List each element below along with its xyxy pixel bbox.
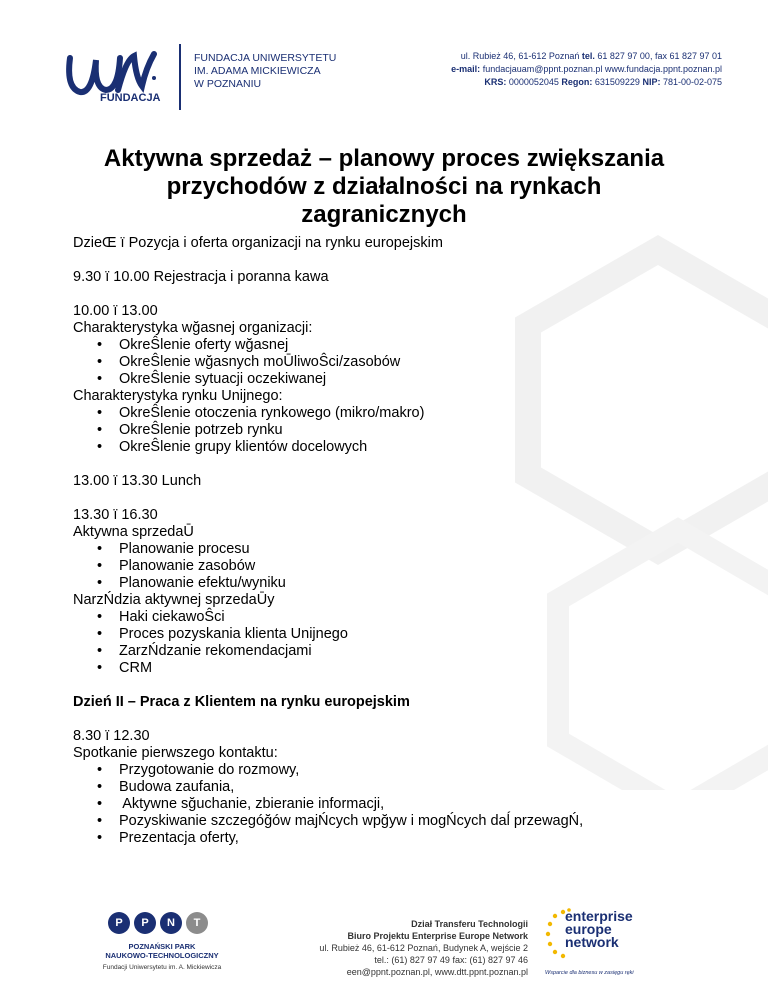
list-item bbox=[73, 422, 713, 439]
foundation-line: IM. ADAMA MICKIEWICZA bbox=[194, 65, 321, 77]
krs-label: KRS: bbox=[484, 77, 507, 87]
bullet-icon: • bbox=[97, 609, 103, 625]
list-item-text: Pozyskiwanie szczegóğów majŃcych wpğyw i mogŃcych daĺ przewagŃ, bbox=[119, 813, 584, 829]
session-time: 10.00 ï 13.00 bbox=[73, 303, 158, 319]
session-lunch: 13.00 ï 13.30 Lunch bbox=[73, 473, 202, 489]
dtt-line: ul. Rubież 46, 61-612 Poznań, Budynek A, wejście 2 bbox=[319, 943, 528, 953]
title-line: Aktywna sprzedaż – planowy proces zwiększania bbox=[103, 145, 665, 172]
list-item bbox=[73, 609, 713, 626]
bullet-icon: • bbox=[97, 626, 103, 642]
address-text: ul. Rubież 46, 61-612 Poznań bbox=[460, 51, 582, 61]
email-value: fundacjauam@ppnt.poznan.pl www.fundacja.ppnt.poznan.pl bbox=[480, 64, 722, 74]
bullet-icon: • bbox=[97, 541, 103, 557]
list-item-text: Planowanie zasobów bbox=[119, 558, 256, 574]
list-item bbox=[73, 439, 713, 456]
nip-value: 781-00-02-075 bbox=[660, 77, 722, 87]
bullet-list bbox=[73, 609, 713, 677]
bullet-icon: • bbox=[97, 439, 103, 455]
een-tagline: Wsparcie dla biznesu w zasięgu ręki bbox=[545, 970, 634, 976]
list-item-text: Przygotowanie do rozmowy, bbox=[119, 762, 300, 778]
dtt-line: tel.: (61) 827 97 49 fax: (61) 827 97 46 bbox=[374, 955, 528, 965]
list-item-text: Planowanie procesu bbox=[119, 541, 250, 557]
bullet-list bbox=[73, 405, 713, 456]
ppnt-letters bbox=[108, 912, 302, 934]
section-heading: Charakterystyka wğasnej organizacji: bbox=[73, 320, 313, 336]
logo-fundacja-text: FUNDACJA bbox=[100, 92, 161, 104]
list-item bbox=[73, 796, 713, 813]
section-heading: Aktywna sprzedaŪ bbox=[73, 524, 194, 540]
dtt-line: Biuro Projektu Enterprise Europe Network bbox=[347, 931, 528, 941]
list-item bbox=[73, 830, 713, 847]
bullet-icon: • bbox=[97, 337, 103, 353]
een-line: enterprise bbox=[565, 908, 633, 924]
bullet-icon: • bbox=[97, 422, 103, 438]
bullet-icon: • bbox=[97, 371, 103, 387]
ppnt-letter: P bbox=[108, 912, 130, 934]
bullet-list bbox=[73, 337, 713, 388]
bullet-icon: • bbox=[97, 643, 103, 659]
letterhead bbox=[62, 40, 722, 120]
dtt-line: een@ppnt.poznan.pl, www.dtt.ppnt.poznan.pl bbox=[346, 967, 528, 977]
foundation-line: W POZNANIU bbox=[194, 78, 262, 90]
een-wordmark bbox=[565, 910, 633, 949]
ppnt-name-line: NAUKOWO-TECHNOLOGICZNY bbox=[105, 951, 219, 960]
session-time: 13.30 ï 16.30 bbox=[73, 507, 158, 523]
een-line: network bbox=[565, 934, 619, 950]
list-item-text: OkreŜlenie sytuacji oczekiwanej bbox=[119, 371, 327, 387]
list-item bbox=[73, 660, 713, 677]
list-item bbox=[73, 813, 713, 830]
ppnt-letter: T bbox=[186, 912, 208, 934]
list-item-text: Haki ciekawoŜci bbox=[119, 609, 225, 625]
list-item-text: CRM bbox=[119, 660, 153, 676]
list-item bbox=[73, 405, 713, 422]
dtt-contact bbox=[319, 918, 528, 978]
list-item-text: OkreŜlenie otoczenia rynkowego (mikro/makro) bbox=[119, 405, 425, 421]
list-item-text: OkreŜlenie oferty wğasnej bbox=[119, 337, 289, 353]
nip-label: NIP: bbox=[642, 77, 661, 87]
day-two-heading: Dzień II – Praca z Klientem na rynku europejskim bbox=[73, 694, 410, 710]
een-logo bbox=[545, 908, 645, 988]
page-footer bbox=[0, 890, 768, 990]
list-item bbox=[73, 354, 713, 371]
bullet-icon: • bbox=[97, 830, 103, 846]
title-line: przychodów z działalności na rynkach bbox=[166, 173, 602, 200]
regon-value: 631509229 bbox=[592, 77, 643, 87]
list-item-text: Budowa zaufania, bbox=[119, 779, 235, 795]
bullet-icon: • bbox=[97, 558, 103, 574]
bullet-icon: • bbox=[97, 813, 103, 829]
bullet-icon: • bbox=[97, 762, 103, 778]
list-item bbox=[73, 779, 713, 796]
list-item-text: OkreŜlenie wğasnych moŪliwoŜci/zasobów bbox=[119, 354, 401, 370]
list-item-text: OkreŜlenie potrzeb rynku bbox=[119, 422, 283, 438]
list-item-text: Aktywne sğuchanie, zbieranie informacji, bbox=[119, 796, 385, 812]
ppnt-subtitle: Fundacji Uniwersytetu im. A. Mickiewicza bbox=[102, 964, 222, 971]
list-item-text: Prezentacja oferty, bbox=[119, 830, 239, 846]
list-item-text: Planowanie efektu/wyniku bbox=[119, 575, 286, 591]
krs-value: 0000052045 bbox=[506, 77, 562, 87]
ppnt-letter: N bbox=[160, 912, 182, 934]
bullet-icon: • bbox=[97, 779, 103, 795]
document-title bbox=[60, 145, 708, 229]
day-one-heading: DzieŒ ï Pozycja i oferta organizacji na rynku europejskim bbox=[73, 235, 443, 251]
list-item bbox=[73, 558, 713, 575]
list-item-text: ZarzŃdzanie rekomendacjami bbox=[119, 643, 312, 659]
email-label: e-mail: bbox=[451, 64, 481, 74]
agenda-body bbox=[73, 235, 713, 847]
list-item bbox=[73, 643, 713, 660]
list-item bbox=[73, 762, 713, 779]
bullet-icon: • bbox=[97, 354, 103, 370]
session-time: 8.30 ï 12.30 bbox=[73, 728, 150, 744]
tel-label: tel. bbox=[581, 51, 595, 61]
foundation-contact bbox=[451, 50, 722, 89]
section-heading: NarzŃdzia aktywnej sprzedaŪy bbox=[73, 592, 275, 608]
ppnt-name-line: POZNAŃSKI PARK bbox=[128, 942, 196, 951]
foundation-line: FUNDACJA UNIWERSYTETU bbox=[194, 52, 337, 64]
regon-label: Regon: bbox=[561, 77, 593, 87]
header-divider bbox=[179, 44, 181, 110]
section-heading: Charakterystyka rynku Unijnego: bbox=[73, 388, 283, 404]
ppnt-letter: P bbox=[134, 912, 156, 934]
section-heading: Spotkanie pierwszego kontaktu: bbox=[73, 745, 278, 761]
list-item bbox=[73, 626, 713, 643]
list-item-text: OkreŜlenie grupy klientów docelowych bbox=[119, 439, 368, 455]
list-item-text: Proces pozyskania klienta Unijnego bbox=[119, 626, 348, 642]
bullet-icon: • bbox=[97, 796, 103, 812]
foundation-name bbox=[194, 52, 336, 91]
bullet-icon: • bbox=[97, 575, 103, 591]
list-item bbox=[73, 337, 713, 354]
ppnt-name bbox=[92, 942, 232, 960]
bullet-icon: • bbox=[97, 660, 103, 676]
list-item bbox=[73, 371, 713, 388]
list-item bbox=[73, 575, 713, 592]
een-line: europe bbox=[565, 921, 612, 937]
list-item bbox=[73, 541, 713, 558]
bullet-icon: • bbox=[97, 405, 103, 421]
title-line: zagranicznych bbox=[301, 201, 467, 228]
bullet-list bbox=[73, 541, 713, 592]
session-registration: 9.30 ï 10.00 Rejestracja i poranna kawa bbox=[73, 269, 329, 285]
dtt-line: Dział Transferu Technologii bbox=[411, 919, 528, 929]
ppnt-logo bbox=[92, 912, 302, 971]
tel-value: 61 827 97 00, fax 61 827 97 01 bbox=[594, 51, 722, 61]
bullet-list bbox=[73, 762, 713, 847]
